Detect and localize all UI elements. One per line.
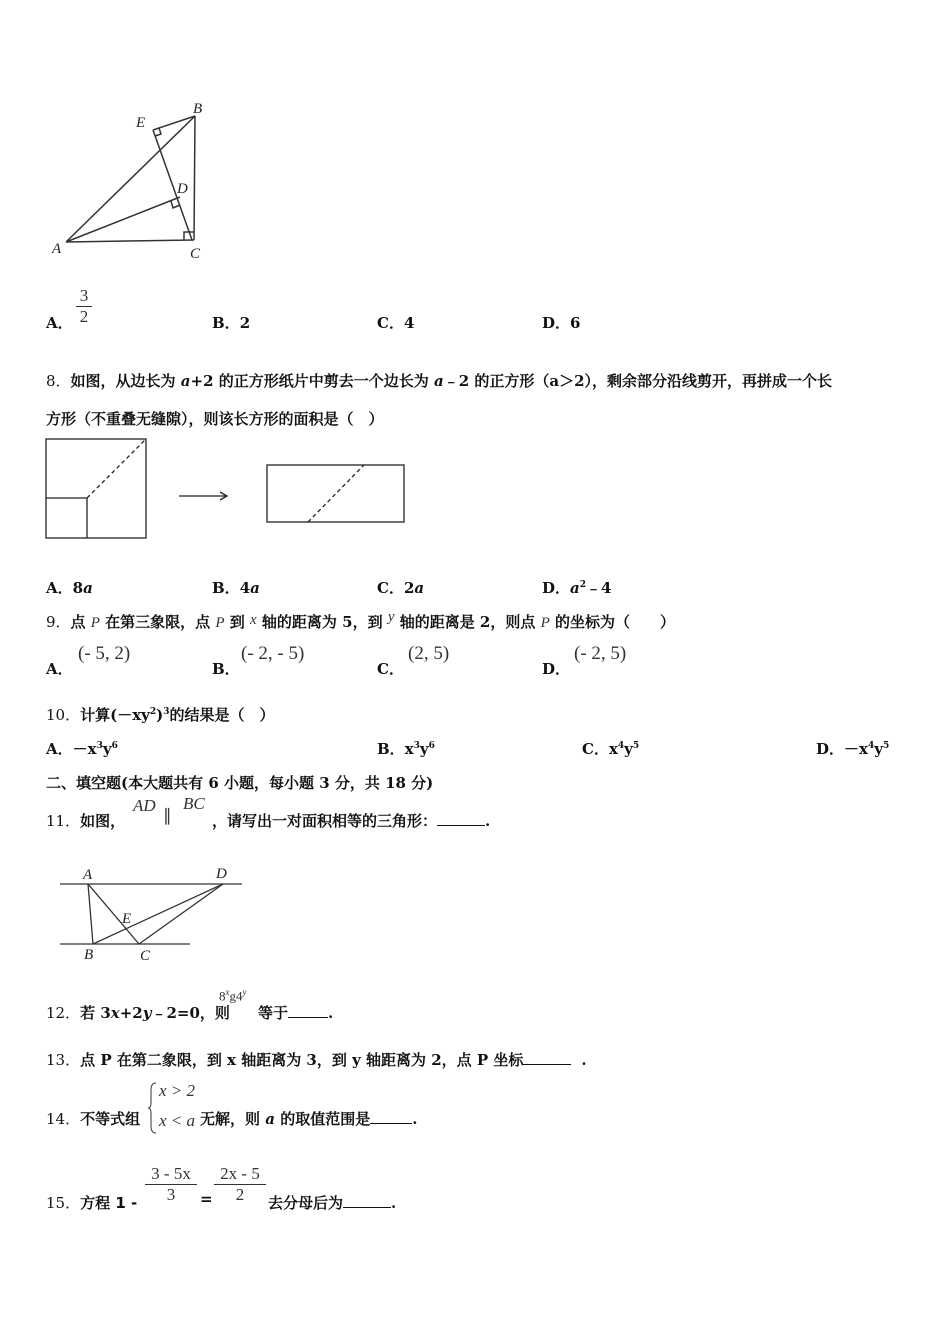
q8-big-square: [46, 439, 146, 538]
q11-parallel-icon: ∥: [163, 806, 172, 825]
q8-stem-line2: 方形（不重叠无缝隙），则该长方形的面积是（ ）: [46, 410, 384, 428]
q9-option-c-label: C．: [377, 660, 404, 678]
q11-label-B: B: [84, 947, 94, 963]
q9-option-d-value: (- 2, 5): [574, 643, 627, 664]
q15-stem-end: 去分母后为 .: [268, 1194, 397, 1212]
q7-label-C: C: [190, 246, 201, 262]
q11-figure: [50, 860, 250, 970]
q8-option-a: A．8a: [46, 579, 93, 597]
q9-option-a-label: A．: [46, 660, 73, 678]
q11-answer-blank[interactable]: [437, 825, 485, 826]
q11-stem-start: 11．如图，: [46, 812, 126, 830]
q9-option-d-label: D．: [542, 660, 571, 678]
q11-line-AB: [88, 884, 93, 944]
q10-option-a: A．$-x^3y^6$: [46, 740, 118, 758]
q7-line-AB: [66, 116, 195, 242]
q7-line-AD: [66, 197, 180, 242]
q15-stem-start: 15．方程 1 -: [46, 1194, 138, 1212]
q11-BC: BC: [183, 794, 205, 813]
q8-small-square: [46, 498, 87, 538]
q9-stem: 9．点 P 在第三象限，点 P 到 x 轴的距离为 5，到 y 轴的距离是 2，则点 P 的坐标为（ ）: [46, 609, 675, 631]
q7-triangle-figure: [40, 95, 230, 270]
q12-stem: 12．若 3x+2y﹣2=0，则: [46, 1004, 230, 1022]
q8-rect-cut-line: [308, 465, 364, 522]
q15-fraction-1: [145, 1164, 197, 1205]
q9-option-b-label: B．: [212, 660, 240, 678]
q9-option-c-value: (2, 5): [408, 643, 450, 664]
q10-stem: 10．计算$(-xy^2)^3$的结果是（ ）: [46, 706, 275, 724]
q10-option-b: B．$x^3y^6$: [377, 740, 435, 758]
q7-line-AC: [66, 240, 194, 242]
q13-stem: 13．点 P 在第二象限，到 x 轴距离为 3，到 y 轴距离为 2，点 P 坐标 .: [46, 1051, 587, 1069]
q11-label-C: C: [140, 948, 151, 964]
q8-stem-line1: 8．如图，从边长为 a+2 的正方形纸片中剪去一个边长为 a﹣2 的正方形（a＞2），剩余部分沿线剪开，再拼成一个长: [46, 372, 833, 390]
q7-label-D: D: [177, 181, 188, 197]
q15-equals: =: [200, 1190, 213, 1208]
q14-stem-end: 无解，则 a 的取值范围是 .: [200, 1110, 418, 1128]
q11-label-D: D: [216, 866, 227, 882]
q7-label-B: B: [193, 101, 203, 117]
q15-fraction-2-numerator: 2x - 5: [220, 1164, 260, 1183]
q11-label-A: A: [83, 867, 93, 883]
q7-label-E: E: [136, 115, 146, 131]
q8-option-b: B．4a: [212, 579, 260, 597]
q7-option-c: C．4: [377, 314, 415, 332]
q9-option-b-value: (- 2, - 5): [241, 643, 305, 664]
q9-option-a-value: (- 5, 2): [78, 643, 131, 664]
q15-fraction-2: [214, 1164, 266, 1205]
q10-option-c: C．$x^4y^5$: [582, 740, 640, 758]
q15-answer-blank[interactable]: [343, 1207, 391, 1208]
q14-inequality-1: x > 2: [159, 1081, 196, 1100]
q7-option-a-numerator: 3: [79, 286, 89, 305]
q14-brace-icon: [148, 1082, 158, 1134]
q11-line-BD: [93, 884, 223, 944]
q8-option-c: C．2a: [377, 579, 425, 597]
q7-label-A: A: [52, 241, 62, 257]
q15-fraction-1-denominator: 3: [145, 1184, 197, 1205]
q14-inequality-2: x < a: [159, 1111, 196, 1130]
q7-option-d: D．6: [542, 314, 581, 332]
q14-stem-start: 14．不等式组: [46, 1110, 141, 1128]
q15-fraction-2-denominator: 2: [214, 1184, 266, 1205]
q8-figure: [40, 432, 420, 547]
q11-line-CD: [139, 884, 223, 944]
q8-option-d: D．$a^2﹣4$: [542, 579, 612, 597]
q8-cut-line: [87, 439, 146, 498]
section-2-title: 二、填空题(本大题共有 6 小题，每小题 3 分，共 18 分): [46, 774, 434, 792]
q11-label-E: E: [122, 911, 132, 927]
q12-expression: 8$^x$g4$^y$: [219, 987, 247, 1004]
q7-line-BC: [194, 116, 195, 240]
q7-option-a-denominator: 2: [76, 306, 92, 327]
q14-answer-blank[interactable]: [370, 1123, 412, 1124]
q7-option-a-fraction: [76, 286, 92, 327]
q7-option-b: B．2: [212, 314, 251, 332]
q11-stem-end: ，请写出一对面积相等的三角形： .: [212, 812, 491, 830]
q11-AD: AD: [133, 796, 156, 815]
q13-answer-blank[interactable]: [523, 1064, 571, 1065]
q12-stem-end: 等于 .: [258, 1004, 334, 1022]
q10-option-d: D．$-x^4y^5$: [816, 740, 890, 758]
q15-fraction-1-numerator: 3 - 5x: [151, 1164, 191, 1183]
q12-answer-blank[interactable]: [288, 1017, 328, 1018]
q8-rectangle: [267, 465, 404, 522]
q7-option-a-label: A．: [46, 314, 73, 332]
